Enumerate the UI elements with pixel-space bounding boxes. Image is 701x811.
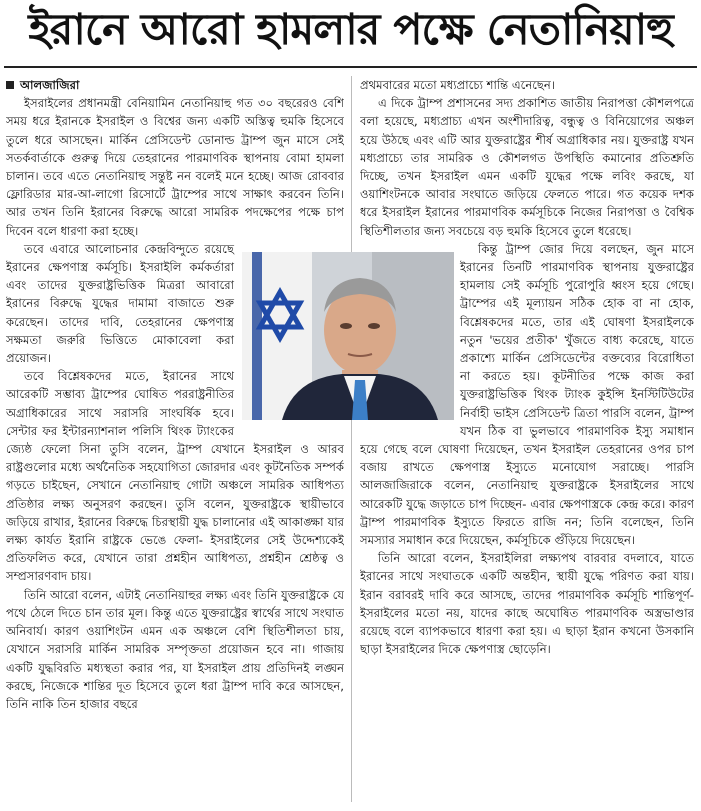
paragraph: কিন্তু ট্রাম্প জোর দিয়ে বলছেন, জুন মাসে ইরানের তিনটি পারমাণবিক স্থাপনায় যুক্তরাষ্ট্রের হামলায় সেই কর্মসূচি পুরোপুরি ধ্বংস হয়ে গেছে। ট্রাম্পের এই মূল্যায়ন সঠিক হোক বা না হোক, বিশ্লেষকদের মতে, তার এই ঘোষণা ইসরাইলকে নতুন 'ভয়ের প্রতীক' খুঁজতে বাধ্য করেছে, যাতে প্রকাশ্যে মার্কিন প্রেসিডেন্টের বক্তব্যের বিরোধিতা না করতে হয়। কূটনীতির পক্ষে কাজ করা যুক্তরাষ্ট্রভিত্তিক থিংক ট্যাংক কুইন্সি ইনস্টিটিউটের নির্বাহী ভাইস প্রেসিডেন্ট ত্রিতা পারসি বলেন, ট্রাম্প যখন ঠিক বা ভুলভাবে পারমাণবিক ইস্যু সমাধান হয়ে গেছে বলে ঘোষণা দিয়েছেন, তখন ইসরাইল তেহরানের ওপর চাপ বজায় রাখতে ক্ষেপণাস্ত্র ইস্যুতে মনোযোগ সরাচ্ছে। পারসি আলজাজিরাকে বলেন, নেতানিয়াহু যুক্তরাষ্ট্রকে ইসরাইলের সাথে আরেকটি যুদ্ধে জড়াতে চাপ দিচ্ছেন- এবার ক্ষেপণাস্ত্রকে কেন্দ্র করে। কারণ ট্রাম্প পারমাণবিক ইস্যুতে ফিরতে রাজি নন; তিনি বলেছেন, তিনি সমস্যার সমাধান করে দিয়েছেন, কর্মসূচিকে গুঁড়িয়ে দিয়েছেন। <box>360 241 694 548</box>
left-column <box>6 76 344 804</box>
headline-rule <box>4 66 697 68</box>
paragraph: প্রথমবারের মতো মধ্যপ্রাচ্যে শান্তি এনেছেন। <box>360 78 555 92</box>
byline-source: আলজাজিরা <box>20 78 80 92</box>
paragraph: তিনি আরো বলেন, এটাই নেতানিয়াহুর লক্ষ্য এবং তিনি যুক্তরাষ্ট্রকে যে পথে ঠেলে দিতে চান তার মূল। কিন্তু এতে যুক্তরাষ্ট্রের স্বার্থের সাথে সংঘাত অনিবার্য। কারণ ওয়াশিংটন এমন এক অঞ্চলে বেশি স্থিতিশীলতা চায়, যেখানে সরাসরি মার্কিন সামরিক সম্পৃক্ততা প্রয়োজন হবে না। গাজায় একটি যুদ্ধবিরতি মধ্যস্থতা করার পর, যা ইসরাইল প্রায় প্রতিদিনই লঙ্ঘন করছে, নিজেকে শান্তির দূত হিসেবে তুলে ধরা ট্রাম্প দাবি করে আসছেন, তিনি নাকি তিন হাজার বছরে <box>6 587 344 711</box>
portrait-illustration <box>242 252 454 420</box>
byline <box>6 76 344 94</box>
paragraph: তবে এবারে আলোচনার কেন্দ্রবিন্দুতে রয়েছে ইরানের ক্ষেপণাস্ত্র কর্মসূচি। ইসরাইলি কর্মকর্তারা এবং তাদের যুক্তরাষ্ট্রভিত্তিক মিত্ররা আবারো ইরানের বিরুদ্ধে যুদ্ধের দামামা বাজাতে শুরু করেছেন। তাদের দাবি, তেহরানের ক্ষেপণাস্ত্র সক্ষমতা জরুরি ভিত্তিতে মোকাবেলা করা প্রয়োজন। <box>6 241 234 366</box>
paragraph: তিনি আরো বলেন, ইসরাইলিরা লক্ষ্যপথ বারবার বদলাবে, যাতে ইরানের সাথে সংঘাতকে একটি অন্তহীন, স্থায়ী যুদ্ধে পরিণত করা যায়। ইরান বরাবরই দাবি করে আসছে, তাদের পারমাণবিক কর্মসূচি শান্তিপূর্ণ- ইসরাইলের মতো নয়, যাদের কাছে অঘোষিত পারমাণবিক অস্ত্রভাণ্ডার রয়েছে বলে ব্যাপকভাবে ধারণা করা হয়। এ ছাড়া ইরান কখনো উসকানি ছাড়া ইসরাইলের দিকে ক্ষেপণাস্ত্র ছোড়েনি। <box>360 551 694 657</box>
portrait-photo <box>242 252 454 420</box>
paragraph: ইসরাইলের প্রধানমন্ত্রী বেনিয়ামিন নেতানিয়াহু গত ৩০ বছরেরও বেশি সময় ধরে ইরানকে ইসরাইল ও বিশ্বের জন্য একটি অস্তিত্ব হুমকি হিসেবে তুলে ধরে আসছেন। মার্কিন প্রেসিডেন্ট ডোনাল্ড ট্রাম্প জুন মাসে সেই সতর্কবার্তাকে গুরুত্ব দিয়ে তেহরানের পারমাণবিক স্থাপনায় বোমা হামলা চালান। তবে এতে নেতানিয়াহু সন্তুষ্ট নন বলেই মনে হচ্ছে। আজ রোববার ফ্লোরিডার মার-আ-লাগো রিসোর্টে ট্রাম্পের সাথে সাক্ষাৎ করবেন তিনি। আর তখন তিনি ইরানের বিরুদ্ধে আরো সামরিক পদক্ষেপের পক্ষে চাপ দিবেন বলে ধারণা করা হচ্ছে। <box>6 96 344 238</box>
headline: ইরানে আরো হামলার পক্ষে নেতানিয়াহু <box>28 5 673 55</box>
right-column <box>360 76 694 804</box>
paragraph: তবে বিশ্লেষকদের মতে, ইরানের সাথে আরেকটি সম্ভাব্য ট্রাম্পের ঘোষিত পররাষ্ট্রনীতির অগ্রাধিকারের সাথে সরাসরি সাংঘর্ষিক হবে। সেন্টার ফর ইন্টারন্যাশনাল পলিসি থিংক ট্যাংকের জ্যেষ্ঠ ফেলো সিনা তুসি বলেন, ট্রাম্প যেখানে ইসরাইল ও আরব রাষ্ট্রগুলোর মধ্যে অর্থনৈতিক সহযোগিতা জোরদার এবং কূটনৈতিক সম্পর্ক গড়তে চাইছেন, সেখানে নেতানিয়াহু গোটা অঞ্চলে সামরিক আধিপত্য প্রতিষ্ঠার লক্ষ্য অনুসরণ করছেন। তুসি বলেন, যুক্তরাষ্ট্রকে স্থায়ীভাবে জড়িয়ে রাখার, ইরানের বিরুদ্ধে চিরস্থায়ী যুদ্ধ চালানোর এই আকাঙ্ক্ষা যার লক্ষ্য কার্যত ইরানি রাষ্ট্রকে ভেঙে ফেলা- ইসরাইলের সেই উদ্দেশ্যকেই প্রতিফলিত করে, যেখানে তারা প্রশ্নহীন আধিপত্য, প্রশ্নহীন শ্রেষ্ঠত্ব ও সম্প্রসারণবাদ চায়। <box>6 369 344 584</box>
column-divider <box>351 76 352 802</box>
byline-bullet-icon <box>6 81 14 89</box>
paragraph: এ দিকে ট্রাম্প প্রশাসনের সদ্য প্রকাশিত জাতীয় নিরাপত্তা কৌশলপত্রে বলা হয়েছে, মধ্যপ্রাচ্য এখন অংশীদারিত্ব, বন্ধুত্ব ও বিনিয়োগের অঞ্চল হয়ে উঠছে এবং এটি আর যুক্তরাষ্ট্রের শীর্ষ অগ্রাধিকার নয়। যুক্তরাষ্ট্র যখন মধ্যপ্রাচ্যে তার সামরিক ও কৌশলগত উপস্থিতি কমানোর প্রতিশ্রুতি দিচ্ছে, তখন ইসরাইল এমন একটি যুদ্ধের পক্ষে লবিং করছে, যা ওয়াশিংটনকে আবার সংঘাতে জড়িয়ে ফেলতে পারে। গত কয়েক দশক ধরে ইসরাইল ইরানের পারমাণবিক কর্মসূচিকে নিজের নিরাপত্তা ও বৈশ্বিক স্থিতিশীলতার জন্য সবচেয়ে বড় হুমকি হিসেবে তুলে ধরেছে। <box>360 96 694 238</box>
